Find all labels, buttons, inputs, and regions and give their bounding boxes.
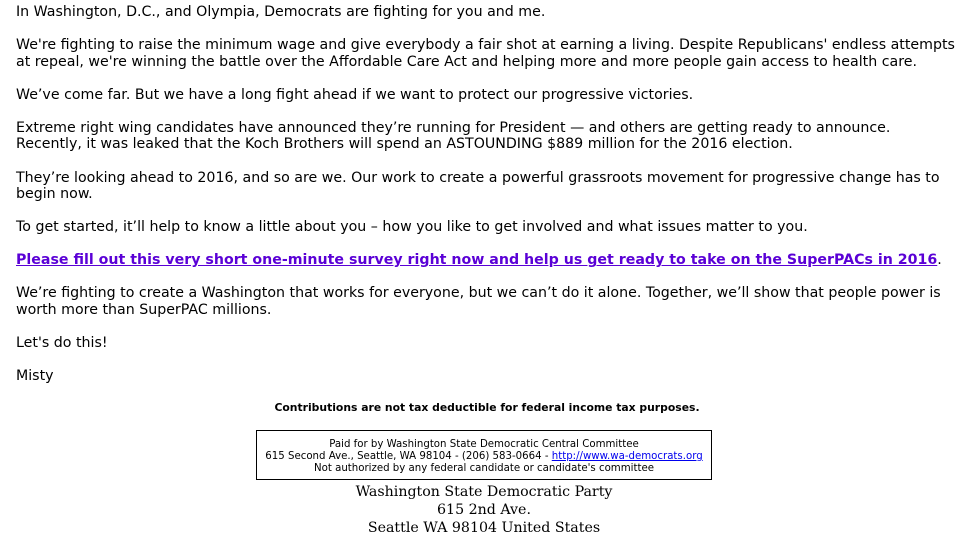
- paid-for-box: [256, 430, 712, 480]
- email-body: [16, 4, 956, 401]
- mailing-address: [256, 483, 712, 537]
- website-link[interactable]: http://www.wa-democrats.org: [551, 451, 703, 462]
- paid-for-address-line: [257, 451, 711, 463]
- address-organization: Washington State Democratic Party: [355, 484, 613, 500]
- tax-disclaimer: Contributions are not tax deductible for federal income tax purposes.: [274, 401, 700, 414]
- paragraph-candidates: Extreme right wing candidates have announced they’re running for President — and others are getting ready to announce. Recently, it was leaked that the Koch Brothers will spend an ASTOUNDING $889 million for the 2016 election.: [16, 119, 891, 153]
- signature: Misty: [16, 368, 54, 385]
- paragraph-minimum-wage: We're fighting to raise the minimum wage and give everybody a fair shot at earning a living. Despite Republicans' endless attempts at repeal, we're winning the battle over the Affordable Care Act and helping more and more people gain access to health care.: [16, 37, 955, 70]
- paid-for-address-text: 615 Second Ave., Seattle, WA 98104 - (206) 583-0664 -: [265, 451, 552, 462]
- paragraph-intro: In Washington, D.C., and Olympia, Democrats are fighting for you and me.: [16, 4, 546, 20]
- paragraph-lets-do-this: Let's do this!: [16, 335, 108, 352]
- paragraph-looking-ahead: They’re looking ahead to 2016, and so are we. Our work to create a powerful grassroots movement for progressive change has to begin now.: [16, 169, 940, 203]
- paragraph-come-far: We’ve come far. But we have a long fight ahead if we want to protect our progressive victories.: [16, 86, 694, 103]
- paragraph-get-started: To get started, it’ll help to know a little about you – how you like to get involved and what issues matter to you.: [16, 219, 808, 236]
- paragraph-together: We’re fighting to create a Washington that works for everyone, but we can’t do it alone. Together, we’ll show that people power is worth more than SuperPAC millions.: [16, 285, 941, 319]
- survey-trailing-period: .: [937, 252, 942, 269]
- paid-for-line: Paid for by Washington State Democratic Central Committee: [329, 439, 639, 450]
- survey-link[interactable]: Please fill out this very short one-minute survey right now and help us get ready to take on the SuperPACs in 2016: [16, 252, 938, 269]
- not-authorized-line: Not authorized by any federal candidate or candidate's committee: [313, 463, 655, 474]
- address-city: Seattle WA 98104 United States: [367, 520, 601, 536]
- address-street: 615 2nd Ave.: [437, 502, 531, 518]
- paragraph-survey: [16, 252, 956, 269]
